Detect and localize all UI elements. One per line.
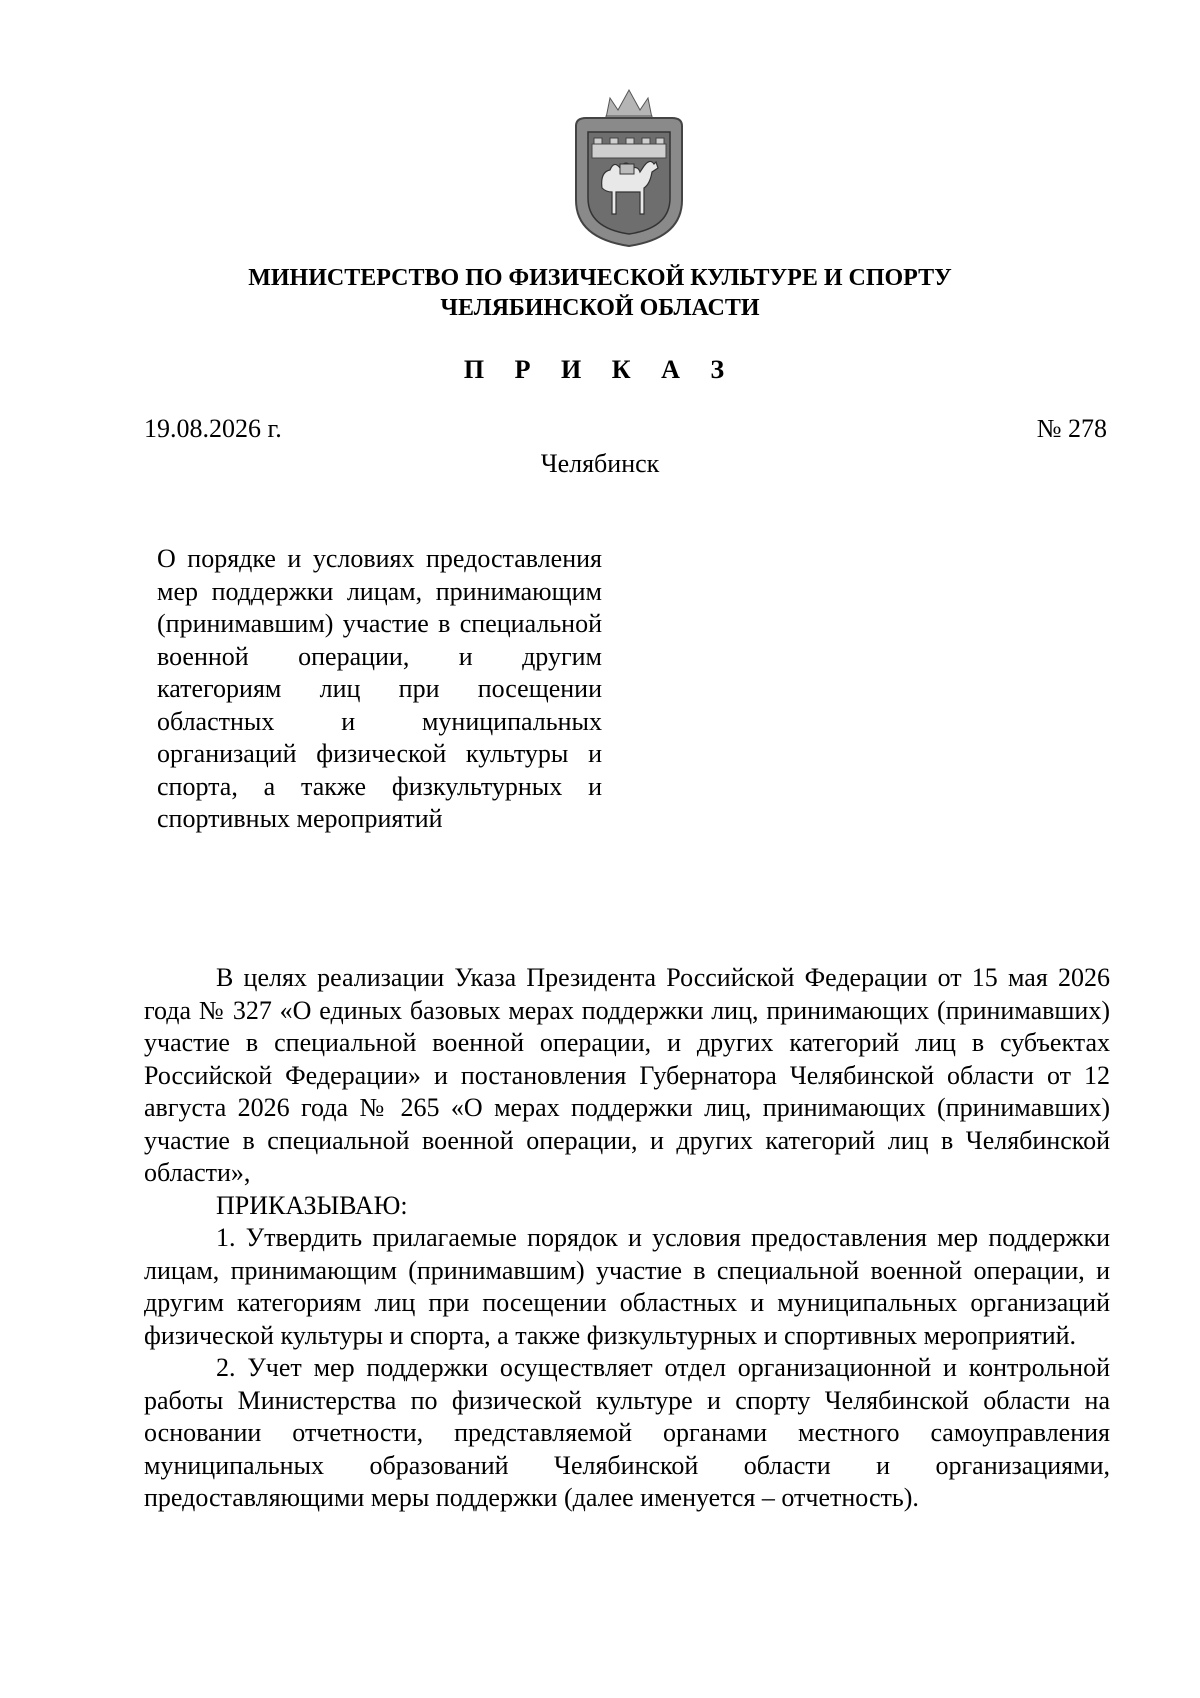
chelyabinsk-coat-of-arms-icon xyxy=(570,88,688,248)
preamble-paragraph: В целях реализации Указа Президента Российской Федерации от 15 мая 2026 года № 327 «О единых базовых мерах поддержки лиц, принимающих (принимавших) участие в специальной военной операции, и других категорий лиц в субъектах Российской Федерации» и постановления Губернатора Челябинской области от 12 августа 2026 года № 265 «О мерах поддержки лиц, принимающих (принимавших) участие в специальной военной операции, и других категорий лиц в Челябинской области», xyxy=(144,963,1110,1187)
order-subject: О порядке и условиях предоставления мер поддержки лицам, принимающим (принимавшим) участие в специальной военной операции, и другим категориям лиц при посещении областных и муниципальных организаций физической культуры и спорта, а также физкультурных и спортивных мероприятий xyxy=(157,544,602,833)
order-date: 19.08.2026 г. xyxy=(144,414,282,443)
order-number: № 278 xyxy=(1036,414,1107,443)
order-city: Челябинск xyxy=(540,449,660,478)
document-type-title: П Р И К А З xyxy=(463,355,737,384)
order-body xyxy=(144,962,1110,1515)
order-directive-word: ПРИКАЗЫВАЮ: xyxy=(216,1190,408,1220)
order-item-1: 1. Утвердить прилагаемые порядок и условия предоставления мер поддержки лицам, принимающим (принимавшим) участие в специальной военной операции, и другим категориям лиц при посещении областных и муниципальных организаций физической культуры и спорта, а также физкультурных и спортивных мероприятий. xyxy=(144,1223,1110,1350)
order-item-2: 2. Учет мер поддержки осуществляет отдел организационной и контрольной работы Министерства по физической культуре и спорту Челябинской области на основании отчетности, представляемой органами местного самоуправления муниципальных образований Челябинской области и организациями, предоставляющими меры поддержки (далее именуется – отчетность). xyxy=(144,1353,1110,1512)
ministry-name-line-2: ЧЕЛЯБИНСКОЙ ОБЛАСТИ xyxy=(440,295,760,321)
ministry-name-line-1: МИНИСТЕРСТВО ПО ФИЗИЧЕСКОЙ КУЛЬТУРЕ И СПОРТУ xyxy=(248,265,952,291)
